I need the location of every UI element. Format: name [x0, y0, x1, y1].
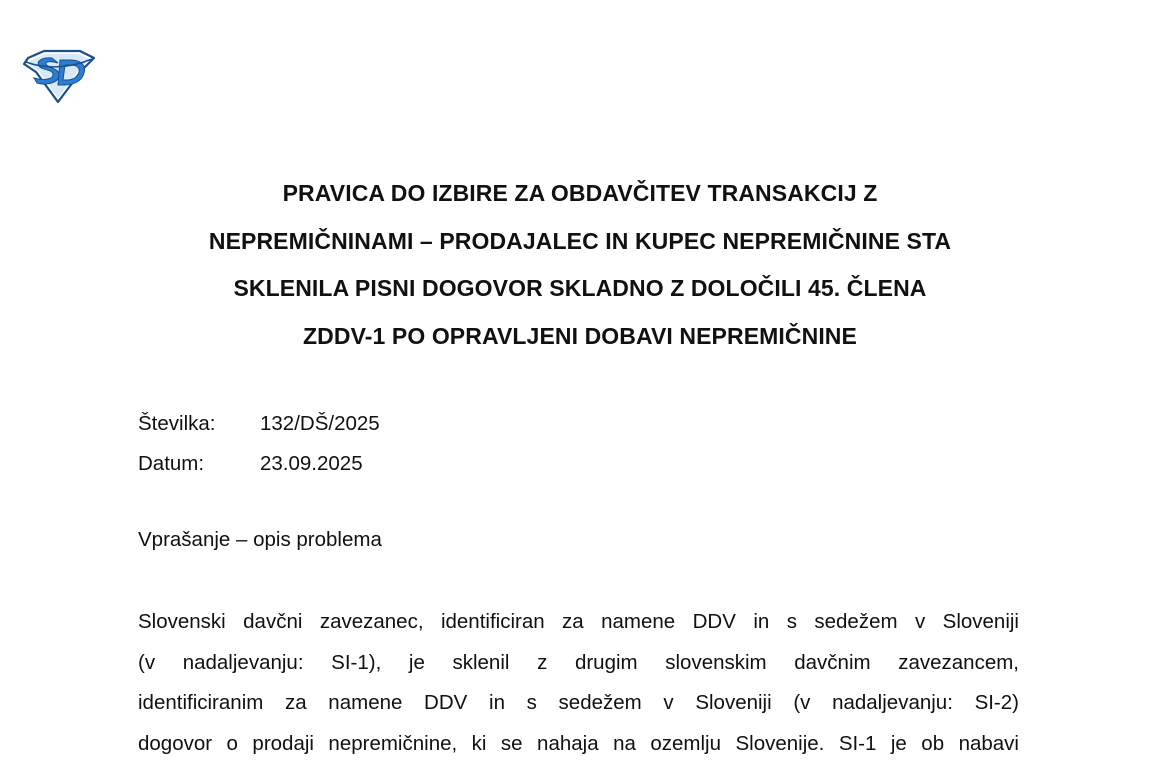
document-title [100, 170, 1060, 360]
date-row [138, 444, 380, 484]
title-line: NEPREMIČNINAMI – PRODAJALEC IN KUPEC NEPREMIČNINE STA [208, 227, 952, 254]
paragraph-line: Slovenski davčni zavezanec, identificiran za namene DDV in s sedežem v Sloveniji [138, 610, 1019, 633]
number-row [138, 404, 380, 444]
title-line: ZDDV-1 PO OPRAVLJENI DOBAVI NEPREMIČNINE [303, 322, 857, 349]
paragraph-line: (v nadaljevanju: SI-1), je sklenil z drugim slovenskim davčnim zavezancem, [138, 650, 1019, 674]
title-line: PRAVICA DO IZBIRE ZA OBDAVČITEV TRANSAKCIJ Z [282, 180, 878, 206]
number-value: 132/DŠ/2025 [260, 412, 380, 435]
body-paragraph [138, 602, 1019, 764]
sd-shield-logo-icon [22, 48, 96, 104]
number-label: Številka: [138, 412, 216, 435]
date-label: Datum: [138, 452, 205, 475]
document-meta [138, 404, 380, 484]
date-value: 23.09.2025 [260, 452, 363, 475]
title-line: SKLENILA PISNI DOGOVOR SKLADNO Z DOLOČILI 45. ČLENA [233, 275, 927, 301]
section-heading: Vprašanje – opis problema [138, 528, 382, 551]
paragraph-line: dogovor o prodaji nepremičnine, ki se nahaja na ozemlju Slovenije. SI-1 je ob nabavi [138, 731, 1019, 755]
paragraph-line: identificiranim za namene DDV in s sedežem v Sloveniji (v nadaljevanju: SI-2) [138, 691, 1019, 715]
